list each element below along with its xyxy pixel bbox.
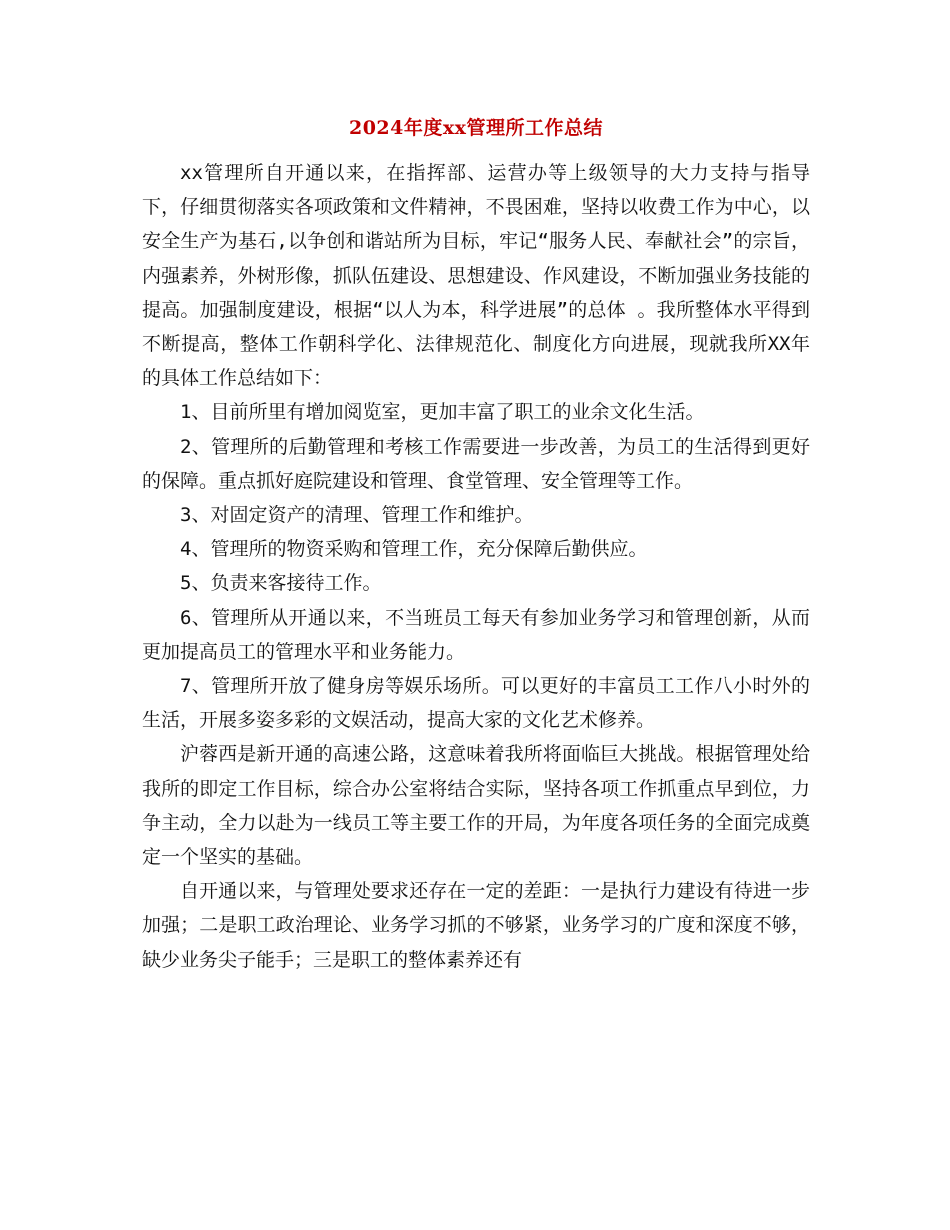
paragraph-item-6: 6、管理所从开通以来，不当班员工每天有参加业务学习和管理创新，从而更加提高员工的管理水平和业务能力。 bbox=[142, 606, 810, 663]
paragraph-challenge: 沪蓉西是新开通的高速公路，这意味着我所将面临巨大挑战。根据管理处给我所的即定工作目标，综合办公室将结合实际，坚持各项工作抓重点早到位，力争主动，全力以赴为一线员工等主要工作的开局，为年度各项任务的全面完成奠定一个坚实的基础。 bbox=[142, 743, 810, 869]
paragraph-item-2: 2、管理所的后勤管理和考核工作需要进一步改善，为员工的生活得到更好的保障。重点抓好庭院建设和管理、食堂管理、安全管理等工作。 bbox=[142, 435, 810, 492]
paragraph-gaps: 自开通以来，与管理处要求还存在一定的差距：一是执行力建设有待进一步加强；二是职工政治理论、业务学习抓的不够紧，业务学习的广度和深度不够，缺少业务尖子能手；三是职工的整体素养还有 bbox=[142, 880, 810, 971]
paragraph-item-3: 3、对固定资产的清理、管理工作和维护。 bbox=[180, 504, 534, 527]
paragraph-item-4: 4、管理所的物资采购和管理工作，充分保障后勤供应。 bbox=[180, 538, 648, 561]
document-title: 2024年度xx管理所工作总结 bbox=[348, 117, 604, 139]
paragraph-item-1: 1、目前所里有增加阅览室，更加丰富了职工的业余文化生活。 bbox=[180, 401, 705, 424]
paragraph-item-7: 7、管理所开放了健身房等娱乐场所。可以更好的丰富员工工作八小时外的生活，开展多姿多彩的文娱活动，提高大家的文化艺术修养。 bbox=[142, 675, 810, 732]
paragraph-intro: xx管理所自开通以来，在指挥部、运营办等上级领导的大力支持与指导下，仔细贯彻落实各项政策和文件精神，不畏困难，坚持以收费工作为中心，以安全生产为基石,以争创和谐站所为目标，牢记“服务人民、奉献社会”的宗旨，内强素养，外树形像，抓队伍建设、思想建设、作风建设，不断加强业务技能的提高。加强制度建设，根据“以人为本，科学进展”的总体 。我所整体水平得到不断提高，整体工作朝科学化、法律规范化、制度化方向进展，现就我所XX年的具体工作总结如下： bbox=[142, 162, 810, 390]
paragraph-item-5: 5、负责来客接待工作。 bbox=[180, 572, 382, 595]
